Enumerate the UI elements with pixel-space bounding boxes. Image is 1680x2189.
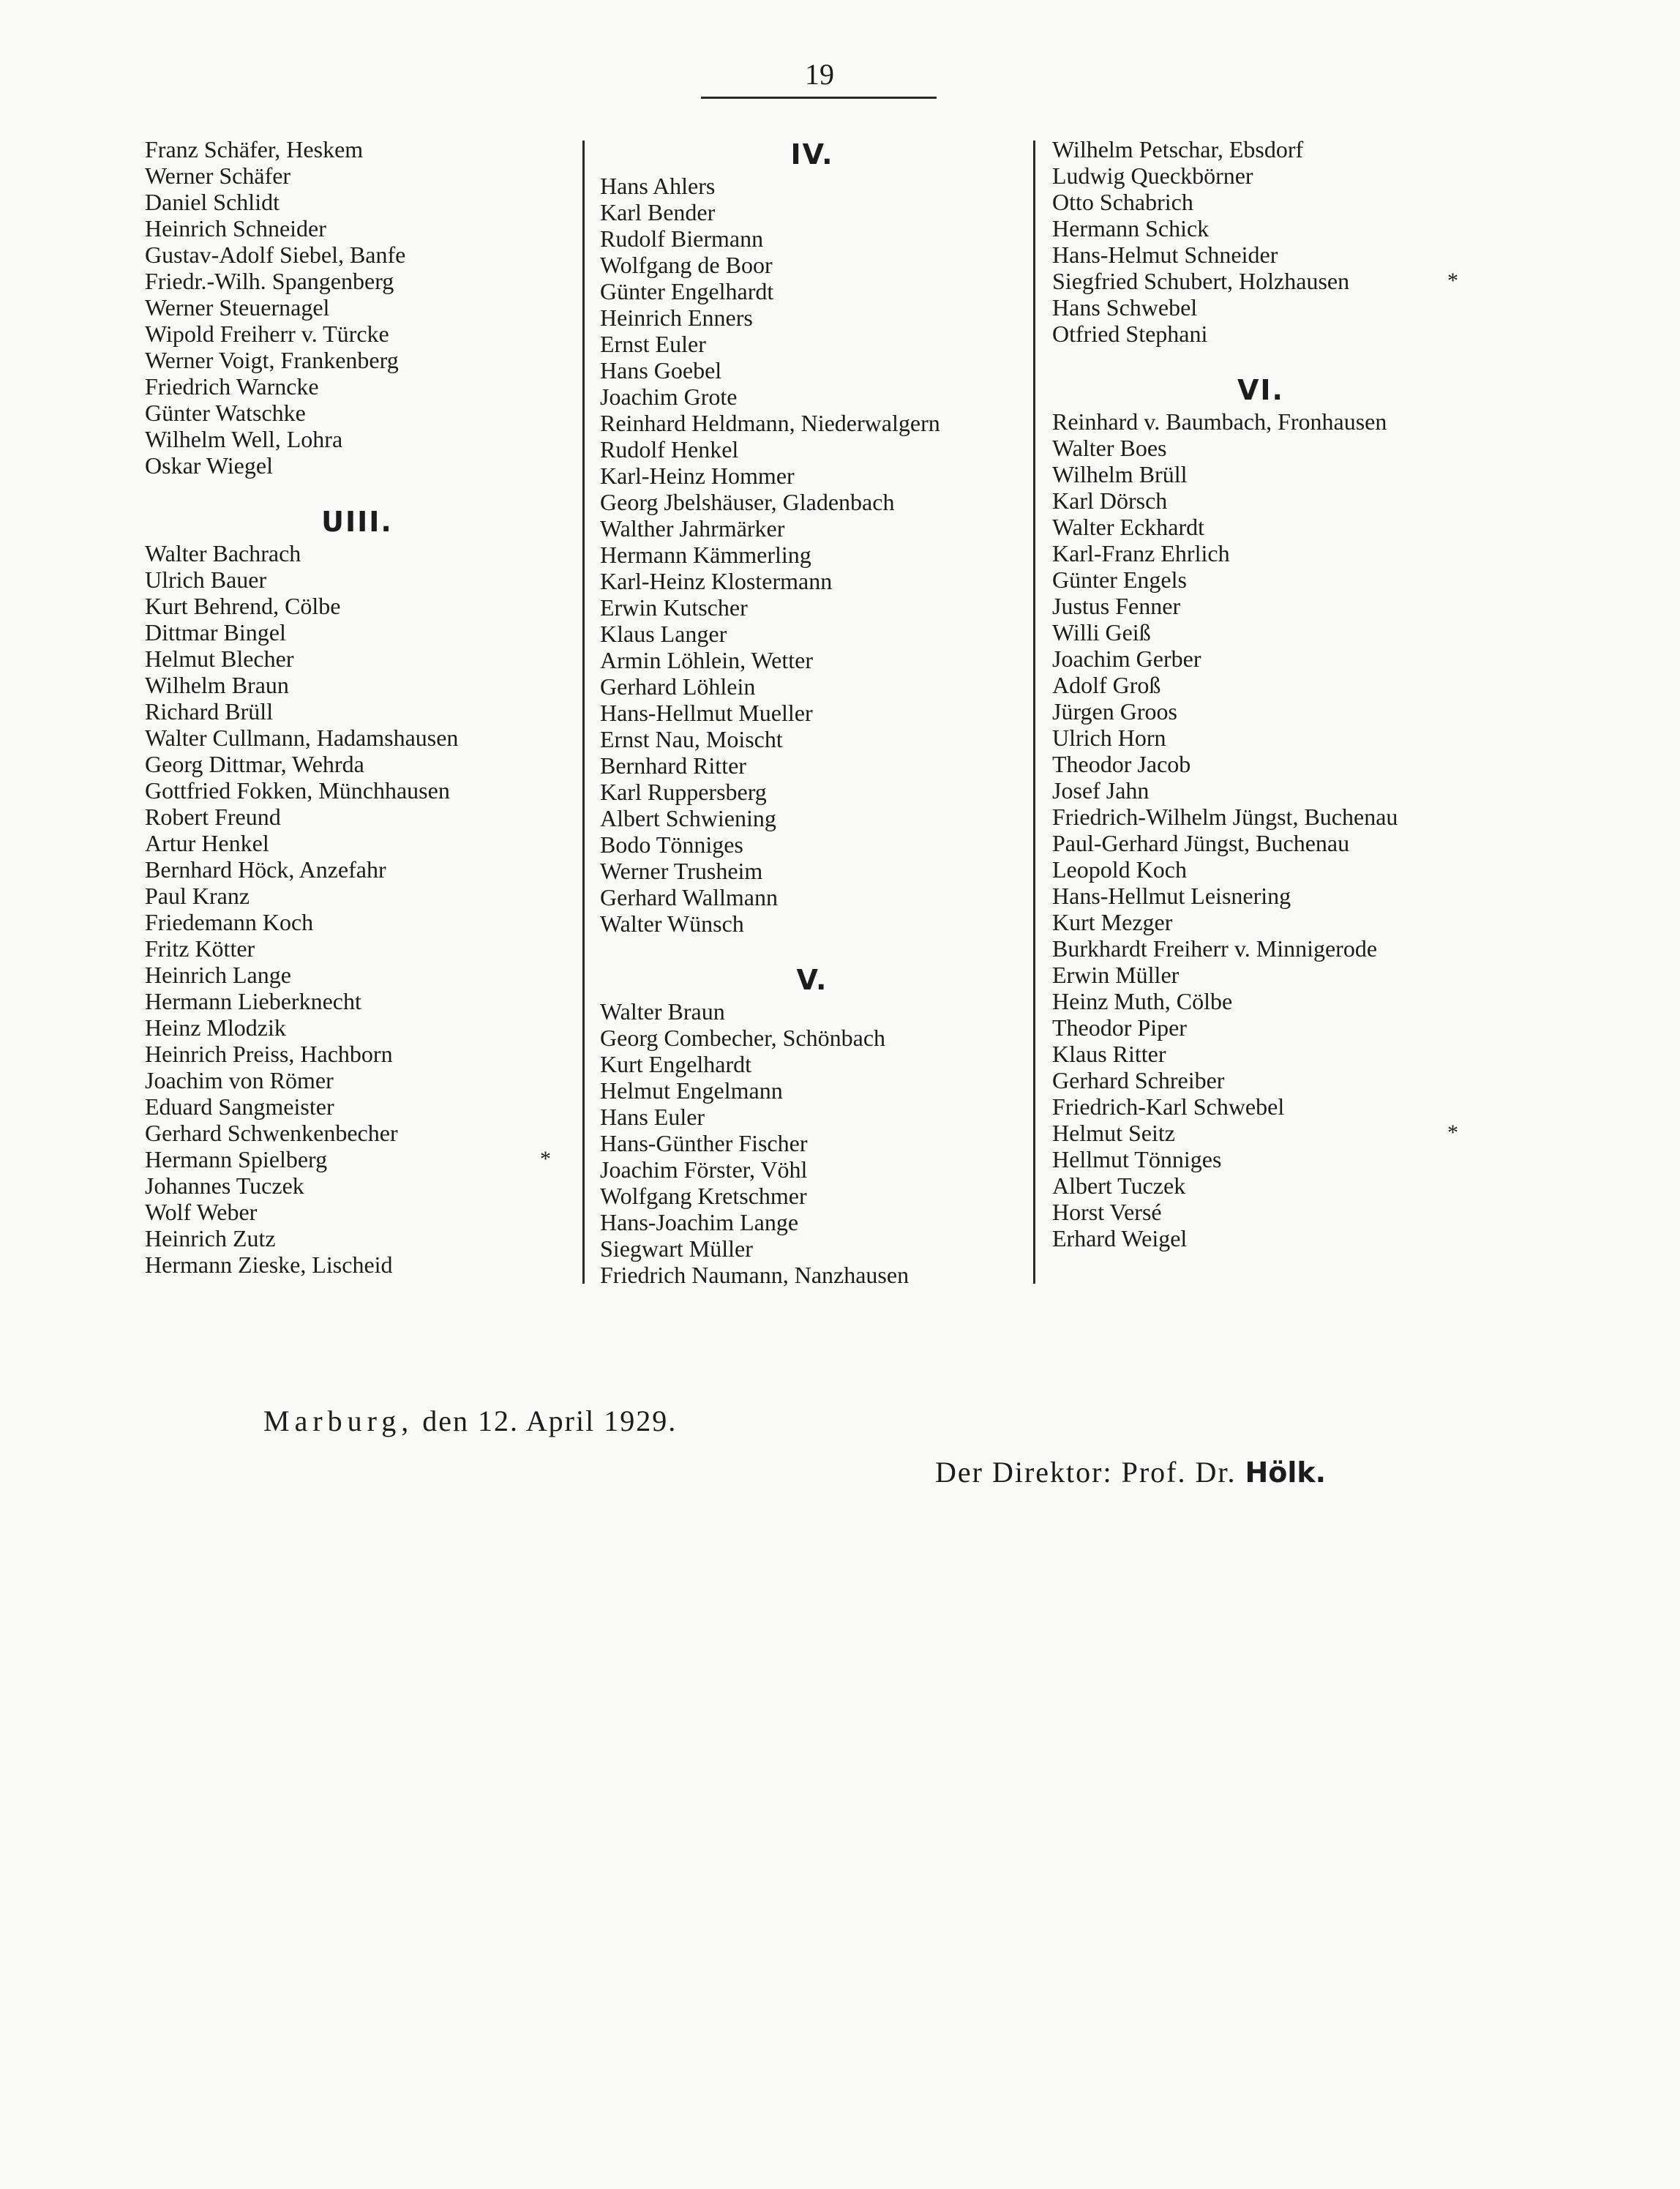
date: den 12. April 1929. (422, 1404, 678, 1437)
student-name (600, 1235, 1024, 1262)
student-name-text: Joachim Förster, Vöhl (600, 1156, 808, 1183)
name-column-2 (600, 136, 1024, 1288)
student-name (1052, 804, 1469, 830)
student-name (600, 910, 1024, 937)
section-gap (600, 937, 1024, 962)
student-name (1052, 935, 1469, 962)
student-name-text: Bernhard Höck, Anzefahr (145, 856, 386, 883)
student-name (145, 988, 569, 1014)
student-name-text: Kurt Mezger (1052, 909, 1173, 935)
student-name-text: Adolf Groß (1052, 672, 1161, 698)
student-name-text: Otto Schabrich (1052, 189, 1193, 215)
student-name (145, 830, 569, 856)
student-name (145, 162, 569, 189)
student-name-text: Hermann Zieske, Lischeid (145, 1251, 393, 1278)
student-name-text: Friedrich-Wilhelm Jüngst, Buchenau (1052, 804, 1398, 830)
student-name-text: Hans Ahlers (600, 173, 716, 199)
student-name (145, 804, 569, 830)
student-name (1052, 856, 1469, 883)
student-name-text: Erhard Weigel (1052, 1225, 1188, 1251)
student-name-text: Hermann Lieberknecht (145, 988, 361, 1014)
student-name (145, 268, 569, 294)
class-heading: VI. (1237, 374, 1284, 406)
student-name-text: Hans Goebel (600, 357, 722, 383)
student-name-text: Gustav-Adolf Siebel, Banfe (145, 242, 406, 268)
student-name (145, 962, 569, 988)
student-name (600, 858, 1024, 884)
student-name-text: Günter Watschke (145, 400, 306, 426)
student-name (145, 1199, 569, 1225)
student-name-text: Werner Trusheim (600, 858, 763, 884)
student-name-text: Werner Schäfer (145, 162, 291, 189)
student-name-text: Hermann Spielberg (145, 1146, 328, 1172)
student-name-text: Leopold Koch (1052, 856, 1187, 883)
student-name (1052, 514, 1469, 540)
student-name (600, 1051, 1024, 1077)
student-name (145, 1093, 569, 1120)
student-name (1052, 136, 1469, 162)
student-name (600, 1077, 1024, 1104)
page-number: 19 (805, 58, 834, 91)
student-name-text: Georg Combecher, Schönbach (600, 1025, 886, 1051)
student-name-text: Friedrich Naumann, Nanzhausen (600, 1262, 910, 1288)
student-name-text: Heinrich Preiss, Hachborn (145, 1041, 393, 1067)
student-name-text: Ulrich Bauer (145, 566, 267, 593)
student-name-text: Walter Braun (600, 998, 725, 1025)
student-name (145, 426, 569, 452)
student-name-text: Karl Bender (600, 199, 716, 225)
student-name (145, 452, 569, 479)
name-column-1 (145, 136, 569, 1278)
student-name-text: Werner Steuernagel (145, 294, 330, 321)
student-name-text: Eduard Sangmeister (145, 1093, 334, 1120)
student-name (600, 647, 1024, 673)
student-name (600, 278, 1024, 304)
student-name-text: Ludwig Queckbörner (1052, 162, 1253, 189)
student-name-text: Karl-Heinz Klostermann (600, 568, 833, 594)
student-name-text: Hans-Hellmut Mueller (600, 700, 813, 726)
student-name-text: Friedrich-Karl Schwebel (1052, 1093, 1285, 1120)
student-name (145, 400, 569, 426)
student-name-text: Kurt Engelhardt (600, 1051, 752, 1077)
student-name (145, 1014, 569, 1041)
student-name (145, 1067, 569, 1093)
student-name-text: Helmut Seitz (1052, 1120, 1175, 1146)
student-name (600, 621, 1024, 647)
place-date (263, 1404, 677, 1438)
student-name-text: Karl-Heinz Hommer (600, 463, 795, 489)
student-name-text: Karl Ruppersberg (600, 779, 767, 805)
student-name (1052, 487, 1469, 514)
name-column-3 (1052, 136, 1469, 1251)
student-name (145, 672, 569, 698)
student-name (600, 700, 1024, 726)
student-name-text: Gerhard Schwenkenbecher (145, 1120, 398, 1146)
student-name-text: Paul Kranz (145, 883, 250, 909)
student-name-text: Siegwart Müller (600, 1235, 753, 1262)
student-name (600, 1104, 1024, 1130)
student-name-text: Daniel Schlidt (145, 189, 280, 215)
student-name-text: Erwin Müller (1052, 962, 1180, 988)
signature-line (935, 1455, 1326, 1489)
student-name (1052, 461, 1469, 487)
student-name-text: Joachim von Römer (145, 1067, 334, 1093)
student-name (145, 751, 569, 777)
student-name (145, 215, 569, 242)
student-name (145, 777, 569, 804)
student-name (1052, 566, 1469, 593)
student-name (1052, 777, 1469, 804)
class-heading: V. (796, 964, 828, 996)
student-name (1052, 408, 1469, 435)
student-name-text: Hellmut Tönniges (1052, 1146, 1222, 1172)
student-name-text: Theodor Piper (1052, 1014, 1187, 1041)
student-name (600, 779, 1024, 805)
student-name (145, 1120, 569, 1146)
student-name (1052, 646, 1469, 672)
student-name-text: Artur Henkel (145, 830, 269, 856)
header-rule (701, 97, 937, 99)
student-name (600, 199, 1024, 225)
student-name-text: Wolf Weber (145, 1199, 258, 1225)
student-name-text: Helmut Engelmann (600, 1077, 783, 1104)
student-name-text: Walther Jahrmärker (600, 515, 785, 542)
student-name-text: Heinz Muth, Cölbe (1052, 988, 1233, 1014)
student-name-text: Hans Schwebel (1052, 294, 1198, 321)
student-name-text: Richard Brüll (145, 698, 274, 725)
student-name-text: Reinhard Heldmann, Niederwalgern (600, 410, 940, 436)
student-name (1052, 1093, 1469, 1120)
student-name-text: Ernst Euler (600, 331, 706, 357)
student-name (600, 1156, 1024, 1183)
star-marker: * (1447, 269, 1458, 293)
student-name (600, 515, 1024, 542)
student-name-text: Friedrich Warncke (145, 373, 319, 400)
student-name (145, 540, 569, 566)
student-name (600, 225, 1024, 252)
student-name (600, 1262, 1024, 1288)
student-name (1052, 1014, 1469, 1041)
student-name (1052, 1041, 1469, 1067)
student-name (145, 646, 569, 672)
student-name-text: Horst Versé (1052, 1199, 1162, 1225)
student-name-text: Fritz Kötter (145, 935, 255, 962)
student-name (145, 1251, 569, 1278)
student-name-text: Walter Eckhardt (1052, 514, 1204, 540)
student-name-text: Heinz Mlodzik (145, 1014, 286, 1041)
student-name-text: Walter Boes (1052, 435, 1167, 461)
student-name (1052, 883, 1469, 909)
student-name-text: Hans Euler (600, 1104, 705, 1130)
student-name (145, 856, 569, 883)
student-name-text: Walter Wünsch (600, 910, 744, 937)
student-name-text: Joachim Gerber (1052, 646, 1201, 672)
student-name (600, 331, 1024, 357)
student-name-text: Hans-Günther Fischer (600, 1130, 808, 1156)
student-name (1052, 698, 1469, 725)
student-name (1052, 1067, 1469, 1093)
class-heading: UIII. (321, 506, 393, 538)
student-name-text: Johannes Tuczek (145, 1172, 304, 1199)
student-name-text: Heinrich Enners (600, 304, 753, 331)
student-name (600, 1183, 1024, 1209)
student-name-text: Werner Voigt, Frankenberg (145, 347, 399, 373)
student-name (600, 436, 1024, 463)
student-name-text: Klaus Langer (600, 621, 727, 647)
student-name-text: Armin Löhlein, Wetter (600, 647, 813, 673)
student-name-text: Hermann Schick (1052, 215, 1210, 242)
student-name (600, 1025, 1024, 1051)
student-name (1052, 725, 1469, 751)
student-name (1052, 215, 1469, 242)
student-name (600, 252, 1024, 278)
student-name-text: Robert Freund (145, 804, 281, 830)
student-name-text: Gerhard Schreiber (1052, 1067, 1225, 1093)
student-name-text: Erwin Kutscher (600, 594, 748, 621)
student-name-text: Willi Geiß (1052, 619, 1151, 646)
student-name (600, 542, 1024, 568)
student-name (145, 909, 569, 935)
student-name-text: Günter Engelhardt (600, 278, 774, 304)
student-name-text: Rudolf Biermann (600, 225, 764, 252)
student-name (600, 463, 1024, 489)
student-name-text: Walter Bachrach (145, 540, 301, 566)
student-name-text: Kurt Behrend, Cölbe (145, 593, 341, 619)
student-name-text: Hans-Helmut Schneider (1052, 242, 1278, 268)
student-name (145, 189, 569, 215)
student-name-text: Hans-Joachim Lange (600, 1209, 799, 1235)
column-divider-left (582, 141, 585, 1284)
student-name-text: Georg Dittmar, Wehrda (145, 751, 364, 777)
student-name (1052, 1225, 1469, 1251)
student-name (1052, 294, 1469, 321)
student-name-text: Klaus Ritter (1052, 1041, 1166, 1067)
student-name (145, 347, 569, 373)
student-name (145, 1225, 569, 1251)
student-name-text: Franz Schäfer, Heskem (145, 136, 364, 162)
student-name-text: Albert Schwiening (600, 805, 776, 831)
student-name (600, 410, 1024, 436)
student-name (145, 373, 569, 400)
student-name (145, 883, 569, 909)
student-name (600, 998, 1024, 1025)
student-name-text: Helmut Blecher (145, 646, 294, 672)
signature-prefix: Der Direktor: Prof. Dr. (935, 1456, 1237, 1489)
student-name (600, 884, 1024, 910)
student-name (1052, 242, 1469, 268)
student-name (145, 1146, 569, 1172)
student-name (1052, 988, 1469, 1014)
place: Marburg, (263, 1404, 414, 1437)
student-name (145, 593, 569, 619)
student-name-text: Heinrich Zutz (145, 1225, 276, 1251)
section-gap (145, 479, 569, 504)
student-name (1052, 435, 1469, 461)
student-name (145, 935, 569, 962)
student-name-text: Burkhardt Freiherr v. Minnigerode (1052, 935, 1378, 962)
student-name-text: Gottfried Fokken, Münchhausen (145, 777, 450, 804)
student-name-text: Hans-Hellmut Leisnering (1052, 883, 1291, 909)
student-name (1052, 268, 1469, 294)
student-name (1052, 162, 1469, 189)
student-name-text: Bernhard Ritter (600, 752, 746, 779)
student-name (1052, 751, 1469, 777)
student-name-text: Walter Cullmann, Hadamshausen (145, 725, 459, 751)
student-name (1052, 189, 1469, 215)
student-name-text: Theodor Jacob (1052, 751, 1191, 777)
student-name (145, 1172, 569, 1199)
student-name-text: Karl-Franz Ehrlich (1052, 540, 1230, 566)
student-name-text: Friedr.-Wilh. Spangenberg (145, 268, 394, 294)
student-name (600, 568, 1024, 594)
student-name (145, 294, 569, 321)
student-name-text: Oskar Wiegel (145, 452, 273, 479)
student-name (1052, 593, 1469, 619)
student-name (600, 673, 1024, 700)
student-name-text: Rudolf Henkel (600, 436, 739, 463)
student-name-text: Friedemann Koch (145, 909, 314, 935)
section-gap (1052, 347, 1469, 372)
student-name (1052, 1199, 1469, 1225)
star-marker: * (540, 1147, 551, 1171)
student-name (600, 173, 1024, 199)
student-name (145, 566, 569, 593)
student-name (600, 594, 1024, 621)
student-name-text: Bodo Tönniges (600, 831, 743, 858)
student-name (145, 242, 569, 268)
student-name (600, 383, 1024, 410)
star-marker: * (1447, 1120, 1458, 1145)
student-name-text: Heinrich Schneider (145, 215, 326, 242)
student-name (1052, 619, 1469, 646)
student-name-text: Dittmar Bingel (145, 619, 286, 646)
student-name (600, 805, 1024, 831)
student-name (1052, 830, 1469, 856)
signature-name: Hölk. (1245, 1456, 1327, 1489)
student-name-text: Wolfgang Kretschmer (600, 1183, 807, 1209)
student-name-text: Albert Tuczek (1052, 1172, 1186, 1199)
student-name-text: Ulrich Horn (1052, 725, 1166, 751)
student-name (600, 752, 1024, 779)
student-name-text: Wolfgang de Boor (600, 252, 773, 278)
student-name-text: Heinrich Lange (145, 962, 291, 988)
student-name (145, 725, 569, 751)
student-name-text: Gerhard Löhlein (600, 673, 756, 700)
student-name-text: Jürgen Groos (1052, 698, 1177, 725)
student-name (145, 1041, 569, 1067)
student-name (600, 304, 1024, 331)
student-name (1052, 962, 1469, 988)
student-name-text: Wilhelm Well, Lohra (145, 426, 343, 452)
student-name (600, 1209, 1024, 1235)
student-name-text: Paul-Gerhard Jüngst, Buchenau (1052, 830, 1350, 856)
column-divider-right (1033, 141, 1035, 1284)
student-name (145, 136, 569, 162)
student-name-text: Josef Jahn (1052, 777, 1150, 804)
class-heading: IV. (790, 138, 834, 171)
student-name-text: Hermann Kämmerling (600, 542, 811, 568)
student-name (600, 831, 1024, 858)
student-name (600, 726, 1024, 752)
student-name-text: Siegfried Schubert, Holzhausen (1052, 268, 1350, 294)
student-name (1052, 1146, 1469, 1172)
student-name-text: Wilhelm Brüll (1052, 461, 1188, 487)
student-name (600, 357, 1024, 383)
student-name (145, 321, 569, 347)
student-name (1052, 1120, 1469, 1146)
student-name (145, 619, 569, 646)
student-name-text: Joachim Grote (600, 383, 738, 410)
student-name-text: Wilhelm Petschar, Ebsdorf (1052, 136, 1304, 162)
student-name-text: Otfried Stephani (1052, 321, 1208, 347)
student-name (1052, 540, 1469, 566)
student-name-text: Wipold Freiherr v. Türcke (145, 321, 389, 347)
student-name (1052, 1172, 1469, 1199)
student-name-text: Wilhelm Braun (145, 672, 289, 698)
student-name-text: Georg Jbelshäuser, Gladenbach (600, 489, 895, 515)
student-name (600, 1130, 1024, 1156)
student-name (1052, 672, 1469, 698)
student-name-text: Karl Dörsch (1052, 487, 1168, 514)
student-name-text: Gerhard Wallmann (600, 884, 778, 910)
student-name (600, 489, 1024, 515)
student-name (1052, 909, 1469, 935)
student-name-text: Justus Fenner (1052, 593, 1181, 619)
student-name (1052, 321, 1469, 347)
student-name-text: Reinhard v. Baumbach, Fronhausen (1052, 408, 1387, 435)
student-name-text: Günter Engels (1052, 566, 1187, 593)
student-name (145, 698, 569, 725)
student-name-text: Ernst Nau, Moischt (600, 726, 783, 752)
